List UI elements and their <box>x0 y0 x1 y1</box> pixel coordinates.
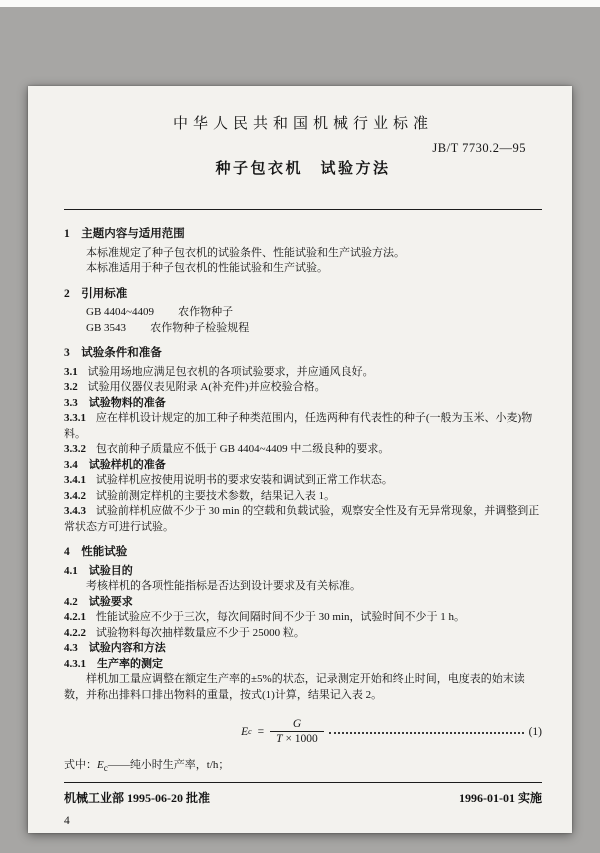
line-number: 3.3.1 <box>64 412 86 424</box>
reference-line <box>64 305 542 321</box>
line-number: 3.4.3 <box>64 505 86 517</box>
formula-lhs-var: E <box>241 725 249 738</box>
line-number: 3.3 <box>64 396 78 409</box>
formula-den-rest: × 1000 <box>282 733 318 745</box>
formula-expression <box>241 718 324 745</box>
text-line <box>64 473 542 489</box>
subsection-heading <box>64 396 542 412</box>
subsection-heading <box>64 595 542 611</box>
formula-numerator: G <box>292 718 302 730</box>
line-text: 性能试验 <box>81 546 128 558</box>
text-line: 本标准适用于种子包衣机的性能试验和生产试验。 <box>86 262 328 274</box>
line-text: 应在样机设计规定的加工种子种类范围内，任选两种有代表性的种子(一般为玉米、小麦)物料。 <box>64 412 533 440</box>
footer-row <box>64 789 542 806</box>
footer-divider <box>64 782 542 783</box>
line-text: 生产率的测定 <box>97 657 163 670</box>
line-text: 试验前测定样机的主要技术参数，结果记入表 1。 <box>95 489 336 502</box>
section-heading <box>64 545 542 561</box>
section-heading <box>64 346 542 362</box>
line-text: 包衣前种子质量应不低于 GB 4404~4409 中二级良种的要求。 <box>95 443 390 455</box>
line-number: 3.1 <box>64 365 78 378</box>
line-text: 农作物种子检验规程 <box>150 321 250 334</box>
subsection-heading <box>64 641 542 657</box>
document-page <box>28 86 572 833</box>
line-text: 试验内容和方法 <box>88 642 166 654</box>
text-line <box>64 380 542 396</box>
section-heading <box>64 287 542 303</box>
line-number: GB 4404~4409 <box>86 306 154 318</box>
document-footer <box>64 782 542 827</box>
line-text: 性能试验应不少于三次，每次间隔时间不少于 30 min，试验时间不少于 1 h。 <box>95 611 466 623</box>
text-line: 考核样机的各项性能指标是否达到设计要求及有关标准。 <box>86 580 361 592</box>
line-number: 3.4.2 <box>64 489 86 502</box>
subsection-heading <box>64 458 542 474</box>
line-text: 试验物料的准备 <box>88 396 166 409</box>
dot-leader <box>329 732 524 734</box>
line-text: 试验要求 <box>88 595 133 608</box>
text-line <box>64 365 542 381</box>
line-number: 2 <box>64 287 70 300</box>
subsection-heading <box>64 564 542 580</box>
line-text: 引用标准 <box>81 287 128 300</box>
subsection-heading <box>64 657 542 673</box>
where-var: E <box>97 759 104 771</box>
line-text: 试验用仪器仪表见附录 A(补充件)并应校验合格。 <box>87 381 326 393</box>
line-number: 4.2.2 <box>64 626 86 639</box>
line-text: 试验样机的准备 <box>88 458 166 471</box>
line-number: 3.3.2 <box>64 443 86 455</box>
line-number: 4 <box>64 546 70 558</box>
line-text: 试验条件和准备 <box>81 347 162 359</box>
text-line <box>64 610 542 626</box>
text-line <box>64 489 542 505</box>
line-number: 3.4.1 <box>64 474 86 486</box>
formula-den-var: T <box>276 733 283 745</box>
line-number: 4.1 <box>64 564 78 577</box>
line-number: 3.2 <box>64 381 78 393</box>
text-line: 本标准规定了种子包衣机的试验条件、性能试验和生产试验方法。 <box>86 246 405 259</box>
line-number: 1 <box>64 228 70 240</box>
line-number: 3 <box>64 347 70 359</box>
line-text: 主题内容与适用范围 <box>81 228 185 240</box>
scan-top-edge <box>0 0 600 7</box>
line-text: 试验前样机应做不少于 30 min 的空载和负载试验，观察安全性及有无异常现象，并调整到正常状态方可进行试验。 <box>64 505 540 533</box>
title-line <box>64 133 542 189</box>
line-number: 4.2.1 <box>64 611 86 623</box>
equation-number: (1) <box>528 725 542 738</box>
document-body <box>28 210 572 703</box>
text-line <box>64 504 542 535</box>
formula-where-line <box>64 756 542 773</box>
where-desc: ——纯小时生产率，t/h； <box>107 759 230 771</box>
document-title: 种子包衣机 试验方法 <box>215 161 391 177</box>
line-number: 3.4 <box>64 458 78 471</box>
formula-denominator <box>270 731 324 745</box>
line-text: 试验样机应按使用说明书的要求安装和调试到正常工作状态。 <box>95 474 393 486</box>
line-text: 试验用场地应满足包衣机的各项试验要求，并应通风良好。 <box>87 365 374 378</box>
standard-number: JB/T 7730.2—95 <box>432 141 526 155</box>
line-number: 4.3 <box>64 642 78 654</box>
line-number: 4.3.1 <box>64 657 86 670</box>
line-text: 农作物种子 <box>178 306 234 318</box>
text-line <box>64 626 542 642</box>
where-sub: c <box>103 763 108 774</box>
formula-equals: = <box>257 725 265 738</box>
line-text: 试验目的 <box>88 564 133 577</box>
line-number: 4.2 <box>64 595 78 608</box>
text-line <box>64 442 542 458</box>
formula-row <box>64 718 542 745</box>
reference-line <box>64 321 542 337</box>
standard-org-title: 中华人民共和国机械行业标准 <box>172 116 433 132</box>
where-prefix: 式中： <box>64 759 97 771</box>
document-header <box>28 86 572 210</box>
line-number: GB 3543 <box>86 321 127 334</box>
line-text: 试验物料每次抽样数量应不少于 25000 粒。 <box>95 626 305 639</box>
formula-lhs-sub: c <box>248 727 252 736</box>
section-heading <box>64 227 542 243</box>
implementation-note: 1996-01-01 实施 <box>459 791 542 805</box>
formula-fraction <box>270 718 324 745</box>
page-number: 4 <box>64 815 70 827</box>
approval-note: 机械工业部 1995-06-20 批准 <box>64 791 210 805</box>
text-line <box>64 411 542 442</box>
text-line: 样机加工量应调整在额定生产率的±5%的状态，记录测定开始和终止时间，电度表的始末读数，并称出排料口排出物料的重量，按式(1)计算，结果记入表 2。 <box>64 673 525 701</box>
